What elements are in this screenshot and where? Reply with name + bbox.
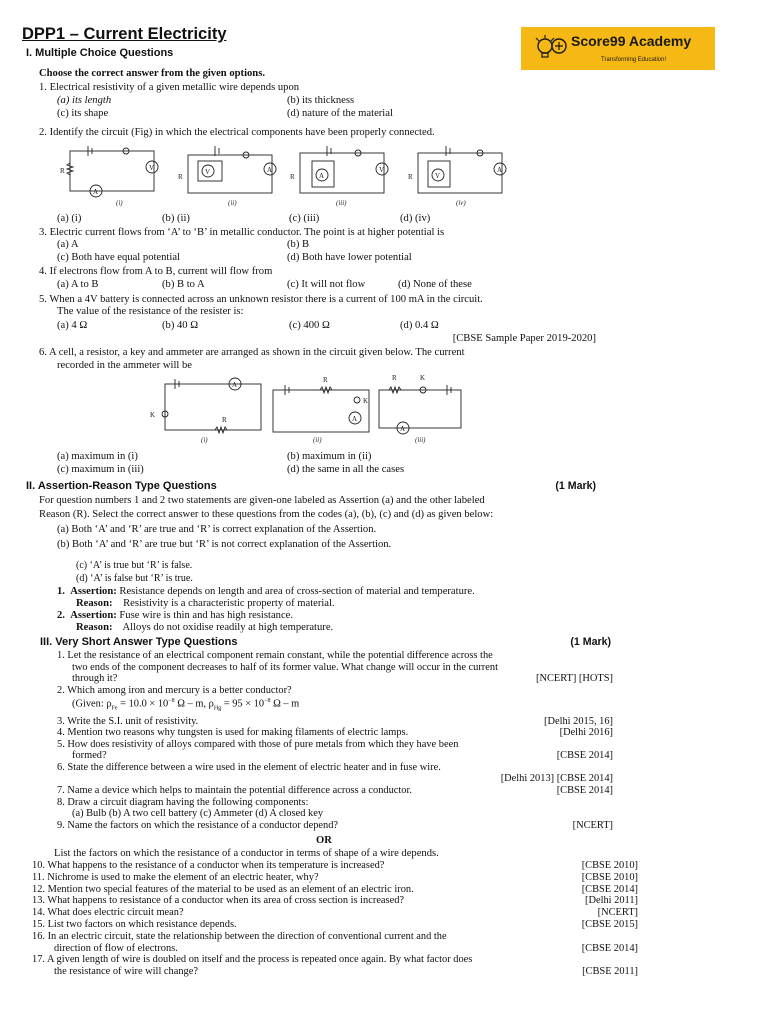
svg-text:K: K (363, 397, 369, 405)
section2-marks: (1 Mark) (555, 480, 596, 492)
svg-text:A: A (232, 381, 238, 389)
assertion-code-d: (d) ‘A’ is false but ‘R’ is true. (76, 573, 193, 584)
vsa-q9: 9. Name the factors on which the resistance of a conductor depend? [NCERT] (57, 819, 613, 831)
q6-option-a: (a) maximum in (i) (57, 451, 138, 462)
reason-item-1: Reason: Resistivity is a characteristic property of material. (76, 598, 335, 609)
vsa-q8: 8. Draw a circuit diagram having the following components: (57, 796, 309, 808)
q3-option-d: (d) Both have lower potential (287, 252, 412, 263)
q4-text: 4. If electrons flow from A to B, current will flow from (39, 266, 273, 277)
q4-option-b: (b) B to A (162, 279, 205, 290)
q6-option-b: (b) maximum in (ii) (287, 451, 372, 462)
vsa-q6: 6. State the difference between a wire used in the element of electric heater and in fuse wire. (57, 761, 441, 773)
logo-name: Score99 Academy (571, 33, 692, 49)
assertion-intro-2: Reason (R). Select the correct answer to these questions from the codes (a), (b), (c) and (d) as given below: (39, 509, 494, 520)
fig2-R1: R (60, 167, 65, 175)
vsa-q14: 14. What does electric circuit mean? [NCERT] (32, 907, 638, 919)
vsa-q16-line1: 16. In an electric circuit, state the relationship between the direction of conventional current and the (32, 930, 447, 942)
svg-text:V: V (205, 168, 211, 176)
q1-option-c: (c) its shape (57, 108, 109, 119)
assertion-code-b: (b) Both ‘A’ and ‘R’ are true but ‘R’ is not correct explanation of the Assertion. (57, 539, 392, 550)
q5-option-d: (d) 0.4 Ω (400, 320, 439, 331)
q5-option-a: (a) 4 Ω (57, 320, 88, 331)
section-heading-mcq: I. Multiple Choice Questions (26, 47, 174, 59)
svg-text:R: R (392, 374, 397, 382)
vsa-q5-line1: 5. How does resistivity of alloys compared with those of pure metals from which they have been (57, 738, 459, 750)
vsa-q9-alt: List the factors on which the resistance of a conductor in terms of shape of a wire depends. (54, 848, 439, 859)
q3-text: 3. Electric current flows from ‘A’ to ‘B’ in metallic conductor. The point is at higher potential is (39, 227, 445, 238)
q5-text-2: The value of the resistance of the resister is: (57, 306, 244, 317)
q2-option-b: (b) (ii) (162, 213, 190, 224)
q4-option-d: (d) None of these (398, 279, 472, 290)
fig6-label-iii: (iii) (415, 436, 426, 444)
svg-text:R: R (323, 376, 328, 384)
vsa-q2-line2: (Given: $\rho_{Fe} = 10.0 \times 10^{-8}$ Ω – m, $\rho_{Hg} = 95 \times 10^{-8}$ Ω – m (72, 698, 300, 712)
q6-text-2: recorded in the ammeter will be (57, 360, 193, 371)
q5-option-c: (c) 400 Ω (289, 320, 330, 331)
vsa-list-2 (32, 860, 638, 978)
brand-logo (521, 27, 715, 70)
svg-text:A: A (93, 188, 99, 196)
fig2-label-iii: (iii) (336, 199, 347, 207)
vsa-q17-line2: the resistance of wire will change? [CBSE 2011] (54, 966, 638, 978)
svg-text:V: V (149, 164, 155, 172)
svg-text:A: A (497, 166, 503, 174)
vsa-list (57, 650, 613, 831)
fig6-label-i: (i) (201, 436, 208, 444)
assertion-item-1: 1. Assertion: Resistance depends on length and area of cross-section of material and temperature. (57, 586, 475, 597)
svg-text:R: R (290, 173, 295, 181)
assertion-intro-1: For question numbers 1 and 2 two statements are given-one labeled as Assertion (a) and the other labeled (39, 495, 485, 506)
svg-text:K: K (420, 374, 426, 382)
svg-text:R: R (408, 173, 413, 181)
fig6-label-ii: (ii) (313, 436, 322, 444)
vsa-q6-source: [Delhi 2013] [CBSE 2014] (500, 773, 613, 785)
vsa-q1-line2: two ends of the component decreases to half of its former value. What change will occur in the current (72, 661, 498, 673)
assertion-code-c: (c) ‘A’ is true but ‘R’ is false. (76, 560, 193, 571)
page-title: DPP1 – Current Electricity (22, 25, 227, 43)
q6-circuit-figure (145, 372, 475, 448)
svg-text:K: K (150, 411, 156, 419)
vsa-q8-options: (a) Bulb (b) A two cell battery (c) Ammeter (d) A closed key (72, 808, 324, 820)
vsa-q3: 3. Write the S.I. unit of resistivity. [Delhi 2015, 16] (57, 715, 613, 727)
svg-text:A: A (319, 172, 325, 180)
svg-text:A: A (267, 166, 273, 174)
q2-option-d: (d) (iv) (400, 213, 431, 224)
fig2-label-ii: (ii) (228, 199, 237, 207)
q1-option-d: (d) nature of the material (287, 108, 393, 119)
svg-text:V: V (379, 166, 385, 174)
q3-option-a: (a) A (57, 239, 79, 250)
vsa-q1-line1: 1. Let the resistance of an electrical component remain constant, while the potential difference across the (57, 650, 493, 661)
svg-text:A: A (352, 415, 358, 423)
fig2-label-i: (i) (116, 199, 123, 207)
q5-source: [CBSE Sample Paper 2019-2020] (452, 333, 596, 344)
assertion-code-a: (a) Both ‘A’ and ‘R’ are true and ‘R’ is correct explanation of the Assertion. (57, 524, 377, 535)
vsa-q10: 10. What happens to the resistance of a conductor when its temperature is increased? [CBSE 2010] (32, 860, 638, 871)
q4-option-a: (a) A to B (57, 279, 99, 290)
q2-text: 2. Identify the circuit (Fig) in which the electrical components have been properly connected. (39, 127, 435, 138)
lightbulb-icon (533, 33, 569, 64)
q5-option-b: (b) 40 Ω (162, 320, 199, 331)
section3-marks: (1 Mark) (570, 636, 611, 648)
vsa-q13: 13. What happens to resistance of a conductor when its area of cross section is increased? [Delhi 2011] (32, 895, 638, 907)
q3-option-c: (c) Both have equal potential (57, 252, 180, 263)
q5-text: 5. When a 4V battery is connected across an unknown resistor there is a current of 100 mA in the circuit. (39, 294, 483, 305)
vsa-q15: 15. List two factors on which resistance depends. [CBSE 2015] (32, 918, 638, 930)
q2-circuit-figure (60, 143, 530, 213)
q6-option-c: (c) maximum in (iii) (57, 464, 144, 475)
svg-text:R: R (178, 173, 183, 181)
vsa-q2-line1: 2. Which among iron and mercury is a better conductor? (57, 684, 292, 696)
section-heading-assertion: II. Assertion-Reason Type Questions (26, 480, 217, 492)
vsa-q5-line2: formed? [CBSE 2014] (72, 750, 613, 762)
vsa-q12: 12. Mention two special features of the material to be used as an element of an electric iron. [CBSE 2014] (32, 883, 638, 895)
q2-option-a: (a) (i) (57, 213, 82, 224)
vsa-q11: 11. Nichrome is used to make the element of an electric heater, why? [CBSE 2010] (32, 871, 638, 883)
vsa-q4: 4. Mention two reasons why tungsten is used for making filaments of electric lamps. [Delhi 2016] (57, 727, 613, 739)
q1-option-b: (b) its thickness (287, 95, 355, 106)
vsa-q16-line2: direction of flow of electrons. [CBSE 2014] (54, 942, 638, 954)
q6-option-d: (d) the same in all the cases (287, 464, 405, 475)
mcq-instruction: Choose the correct answer from the given options. (39, 68, 265, 79)
q4-option-c: (c) It will not flow (287, 279, 366, 290)
q6-text: 6. A cell, a resistor, a key and ammeter are arranged as shown in the circuit given below. The current (39, 347, 465, 358)
svg-text:R: R (222, 416, 227, 424)
assertion-item-2: 2. Assertion: Fuse wire is thin and has high resistance. (57, 610, 293, 621)
or-separator: OR (316, 835, 332, 846)
q2-option-c: (c) (iii) (289, 213, 320, 224)
vsa-q7: 7. Name a device which helps to maintain the potential difference across a conductor. [CBSE 2014] (57, 785, 613, 797)
q3-option-b: (b) B (287, 239, 310, 250)
svg-text:V: V (435, 172, 441, 180)
svg-text:A: A (400, 425, 406, 433)
reason-item-2: Reason: Alloys do not oxidise readily at high temperature. (76, 622, 334, 633)
fig2-label-iv: (iv) (456, 199, 466, 207)
section-heading-vsa: III. Very Short Answer Type Questions (40, 636, 238, 648)
vsa-q17-line1: 17. A given length of wire is doubled on itself and the process is repeated once again. By what factor does (32, 954, 473, 966)
logo-tagline: Transforming Education! (601, 57, 667, 63)
q1-option-a: (a) its length (57, 95, 112, 106)
q1-text: 1. Electrical resistivity of a given metallic wire depends upon (39, 82, 300, 93)
vsa-q1-line3: through it? [NCERT] [HOTS] (72, 673, 613, 685)
